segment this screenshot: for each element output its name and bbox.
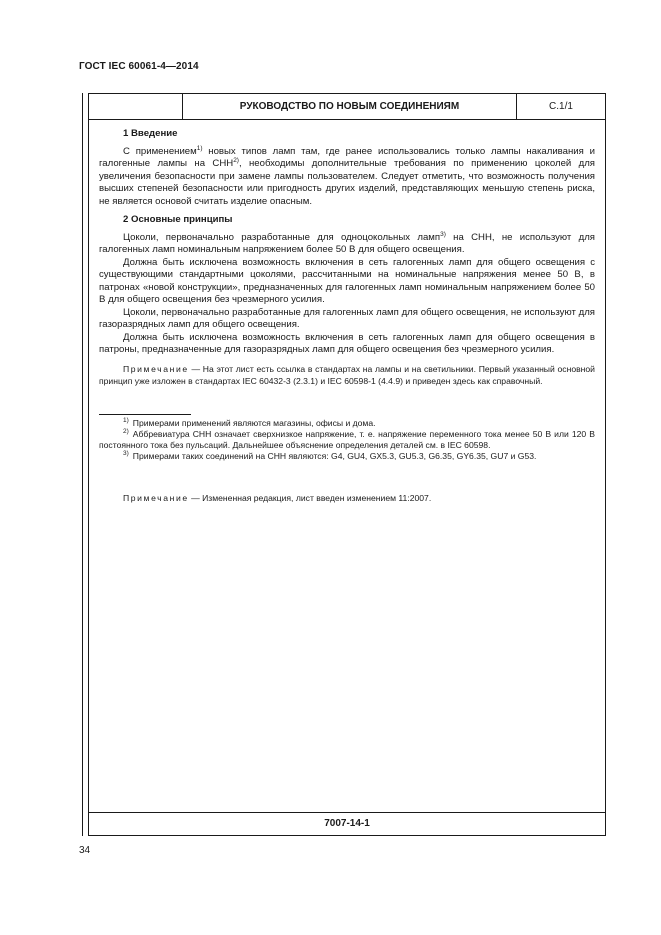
text-run: С применением [123, 145, 197, 157]
text-run: , необходимы дополнительные требования по применению цоколей для увеличения безопасности при замене лампы пользователем. Следует отметить, что возможность получения высших степеней безопасности или пригодность других изделий, представляющих меньшую степень риска, не является основой считать изделие опасным. [99, 158, 595, 207]
sheet-title: РУКОВОДСТВО ПО НОВЫМ СОЕДИНЕНИЯМ [183, 94, 517, 119]
section-heading-principles: 2 Основные принципы [123, 214, 233, 225]
footnote-text: Аббревиатура СНН означает сверхнизкое напряжение, т. е. напряжение переменного тока менее 50 В или 120 В постоянного тока без пульсаций. Дальнейшее объяснение определения деталей см. в IEC 60598. [99, 428, 595, 450]
footnote-text: Примерами применений являются магазины, офисы и дома. [132, 417, 376, 428]
footnote-2 [99, 429, 595, 451]
note-text: — На этот лист есть ссылка в стандартах на лампы и на светильники. Первый указанный основной принцип уже изложен в стандартах IEC 60432-3 (2.3.1) и IEC 60598-1 (4.4.9) и приведен здесь как справочный. [99, 363, 595, 386]
principles-note [99, 363, 595, 387]
footnote-ref: 1) [196, 144, 203, 152]
principles-paragraph-4: Должна быть исключена возможность включения в сеть галогенных ламп для общего освещения в патроны, предназначенные для газоразрядных ламп для общего освещения без чрезмерного усилия. [99, 331, 595, 355]
footnote-ref: 2) [233, 156, 239, 164]
sheet-header-blank-cell [89, 94, 183, 119]
note-text: — Измененная редакция, лист введен изменением 11:2007. [188, 492, 432, 503]
introduction-paragraph [99, 146, 595, 209]
footnote-marker: 3) [123, 449, 129, 457]
margin-rule [82, 93, 83, 836]
principles-paragraph-3: Цоколи, первоначально разработанные для галогенных ламп для общего освещения, не используют для газоразрядных ламп для общего освещения. [99, 306, 595, 330]
sheet-content [89, 120, 605, 504]
page-number: 34 [79, 845, 91, 856]
footnote-3 [99, 451, 595, 462]
note-label: Примечание [123, 492, 189, 503]
document-header: ГОСТ IEC 60061-4—2014 [79, 61, 199, 72]
footnote-separator [99, 414, 191, 415]
note-label: Примечание [123, 363, 189, 374]
footnote-text: Примерами таких соединений на СНН являются: G4, GU4, GX5.3, GU5.3, G6.35, GY6.35, GU7 и G53. [132, 450, 537, 461]
sheet-frame [88, 93, 606, 836]
principles-paragraph-1 [99, 232, 595, 257]
sheet-code: С.1/1 [549, 101, 573, 112]
footnote-1 [99, 418, 595, 429]
footnote-ref: 3) [440, 230, 446, 238]
sheet-footer-code: 7007-14-1 [89, 812, 605, 835]
footnote-marker: 2) [123, 427, 129, 435]
sheet-header [89, 94, 605, 120]
text-run: Цоколи, первоначально разработанные для одноцокольных ламп [123, 231, 441, 243]
footnote-marker: 1) [123, 416, 129, 424]
principles-paragraph-2: Должна быть исключена возможность включения в сеть галогенных ламп для общего освещения с существующими стандартными цоколями, рассчитанными на номинальные напряжения менее 50 В, в патронах «новой конструкции», предназначенных для галогенных ламп номинальным напряжением более 50 В для общего освещения без чрезмерного усилия. [99, 256, 595, 305]
text-run: на СНН, не используют для галогенных ламп номинальным напряжением более 50 В для общего освещения. [99, 231, 595, 255]
amendment-note [99, 492, 595, 504]
section-heading-introduction: 1 Введение [123, 128, 178, 139]
text-run: новых типов ламп там, где ранее использовались только лампы накаливания и галогенные лампы на СНН [99, 145, 595, 169]
